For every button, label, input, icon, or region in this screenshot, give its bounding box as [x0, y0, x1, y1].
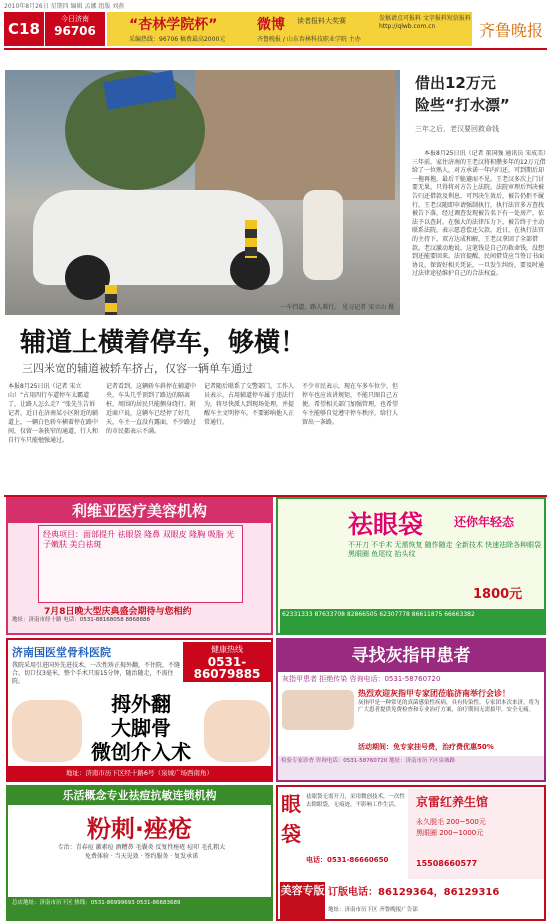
article-column: 记者看到，这辆轿车斜停在辅道中央，车头几乎顶到了路边的隔离桩，周围的居民只能侧身绕行。附近商户说，这辆车已经停了好几天，车主一直没有露面，不少路过的市民都表示不满。: [106, 383, 197, 435]
ad-slogan: 还你年轻态: [454, 515, 515, 529]
newspaper-logo: 齐鲁晚报: [478, 20, 543, 40]
ad-bone-hospital[interactable]: [6, 638, 273, 782]
masthead-rule: [4, 48, 547, 50]
nail-photo: [282, 690, 354, 730]
ad-phone: 电话：0531-86660650: [306, 856, 389, 864]
ad-price: 1800元: [473, 587, 523, 602]
photo-wheel: [65, 255, 110, 300]
ad-title: 乐活概念专业祛痘抗敏连锁机构: [8, 787, 271, 805]
photo-building: [195, 70, 395, 200]
ad-big-text: 拇外翻 大脚骨 微创介入术: [91, 692, 191, 764]
photo-caption: 一车挡道，路人难行。 见习记者 宋立山 摄: [280, 304, 394, 311]
ad-panel-prices: 永久脱毛 200~500元 黑眼圈 200~1000元: [416, 818, 486, 837]
hotline-label: 今日济南: [61, 15, 89, 23]
ad-acne-clinic[interactable]: [6, 785, 273, 921]
news-photo: [5, 70, 400, 315]
ad-panel: [408, 789, 544, 879]
foot-illustration: [204, 700, 270, 762]
ad-title: 利维亚医疗美容机构: [8, 499, 271, 523]
ad-items: 经典项目：面部提升 祛眼袋 隆鼻 双眼皮 隆胸 吸脂 光子嫩肤 美白祛斑: [38, 525, 243, 603]
article-column: 本报8月25日讯（记者 宋立山）“占用四行车道停车太霸道了，让路人怎么走？”张先生告诉记者，近日在济南某小区附近的辅道上，一辆白色轿车横着停在路中间，仅留一条狭窄的通道，行人和自行车只能勉强通过。: [8, 383, 99, 444]
ad-title: 寻找灰指甲患者: [278, 640, 544, 672]
ad-address: 地址：济南市历下区经十路6号（泉城广场西南角）: [8, 766, 271, 780]
headline: 辅道上横着停车，够横！: [20, 328, 307, 358]
ad-footer: 总店地址：济南市历下区 热线：0531-86999693 0531-86683689: [8, 897, 271, 919]
ad-description: 我院采用引进国外先进技术，一次性矫正拇外翻，不住院，不缝合，切口仅3毫米，整个手术只需15分钟，随治随走，不需住院。: [12, 662, 181, 685]
ad-hotline-label: 健康热线: [211, 645, 243, 654]
ad-hotline: [183, 642, 271, 682]
banner-org: 齐鲁晚报 / 山东杏林科技职业学院 主办: [257, 36, 361, 43]
ad-description: 灰指甲是一种常见的真菌感染性疾病，具有传染性。专家团本次来济，将为广大患者提供免费检查和专业治疗方案，治疗期间无需拔甲，安全无痛。: [358, 700, 540, 713]
side-story-body: 本报8月25日讯（记者 董国强 通讯员 宋成美）三年前，家住济南的王老汉将积攒多年的12万元借给了一位熟人，对方承诺一年内归还，可到期后却一拖再拖，最后干脆避而不见。王老汉多次上门讨要无果，只得将对方告上法院。法院审理后判决被告归还借款及利息，可判决生效后，被告仍拒不履行。王老汉随即申请强制执行，执行法官多方查找被告下落，经过调查发现被告名下有一处房产，依法予以查封。在强大的法律压力下，被告终于主动联系法院，表示愿意偿还欠款。近日，在执行法官的主持下，双方达成和解，王老汉拿回了全部借款。老汉激动地说，这笔钱是自己的救命钱，没想到还能要回来。法官提醒，民间借贷应当签订书面协议，保留好相关凭证，一旦发生纠纷，要及时通过法律途径维护自己的合法权益。: [412, 150, 547, 278]
ad-address: 地址：济南市历下区 齐鲁晚报广告部: [328, 907, 418, 913]
hotline-number: 96706: [54, 24, 96, 38]
banner-right: 发稿请点可报料 文字报料短信报料 http://qlwb.com.cn: [379, 15, 471, 30]
ad-hotline-number: 0531-86079885: [193, 655, 261, 681]
top-banner: [107, 12, 472, 46]
ad-activity: 活动期间：免专家挂号费，治疗费优惠50%: [358, 743, 494, 751]
side-story-subtitle: 三年之后，老汉要回救命钱: [415, 125, 499, 133]
ad-description: 祛眼袋无需开刀，采用微创技术，一次性去除眼袋，无痕迹，不影响工作生活。: [306, 794, 406, 808]
ad-promo: 7月8日晚大型庆典盛会期待与您相约: [44, 607, 192, 617]
subhead: 三四米宽的辅道被轿车挤占，仅容一辆单车通过: [22, 362, 253, 375]
ad-order-line: 订版电话：86129364，86129316: [328, 887, 500, 898]
ad-onychomycosis[interactable]: [276, 638, 546, 782]
ad-promo: 美容专版: [280, 882, 325, 920]
banner-weibo-sub: 读者报料大奖赛: [297, 17, 346, 25]
banner-line: 采编热线：96706 稿费最高2000元: [129, 36, 226, 43]
article-column: 记者随后联系了交警部门，工作人员表示，占用辅道停车属于违法行为，将尽快派人到现场处理，并提醒车主文明停车，不要影响他人正常通行。: [204, 383, 295, 426]
ad-address: 地址：济南市经十路 电话：0531-88168058 8868888: [12, 617, 150, 623]
ad-big-text: 粉刺·痤疮: [86, 815, 193, 843]
ad-headline: 热烈欢迎灰指甲专家团莅临济南举行会诊！: [358, 689, 510, 698]
article-column: 不少市民表示，现在车多车位少，但停车也应该讲规矩，不能只图自己方便。希望相关部门加强管理，也希望车主能够自觉遵守停车秩序，给行人留出一条路。: [302, 383, 398, 426]
ad-title: 祛眼袋: [348, 510, 424, 539]
date-line: 2010年8月26日 星期四 编辑 孟娜 组版 刘燕: [4, 3, 125, 10]
ad-footer: 检验专家诊查 咨询电话：0531-58760720 地址：济南市历下区泉城路: [278, 756, 544, 780]
banner-weibo: 微博: [257, 17, 285, 33]
ad-eye-label: 眼袋: [281, 792, 301, 846]
ad-subtitle: 灰指甲患者 拒绝传染 咨询电话：0531-58760720: [282, 675, 441, 683]
photo-bollard: [245, 220, 257, 258]
ad-panel-title: 京雷红养生馆: [416, 795, 489, 809]
ad-description: 专治：青春痘 激素痘 酒糟鼻 毛囊炎 反复性痤疮 痘印 毛孔粗大 免费体验 · 当天见效 · 签约服务 · 复发承诺: [57, 844, 226, 860]
ad-lines: 不开刀 不手术 无需恢复 随作随走 全新技术 快速祛除各种眼袋 黑眼圈 鱼尾纹 抬头纹: [348, 541, 542, 558]
foot-illustration: [12, 700, 82, 762]
photo-cyclist: [303, 190, 343, 280]
banner-title: “杏林学院杯”: [129, 17, 218, 33]
ad-title: 济南国医堂骨科医院: [12, 646, 111, 659]
side-story-title: 借出12万元 险些“打水漂”: [415, 74, 510, 114]
page-number: C18: [4, 12, 44, 46]
ad-panel-phone: 15508660577: [416, 859, 478, 868]
hotline-box: [45, 12, 105, 46]
ad-eye-bag-removal[interactable]: [276, 497, 546, 635]
ad-phones: 62331333 87633708 82866505 62307778 86611875 66663382: [280, 609, 544, 633]
ad-beauty-column[interactable]: [276, 785, 546, 921]
ad-liweiya-clinic[interactable]: [6, 497, 273, 635]
